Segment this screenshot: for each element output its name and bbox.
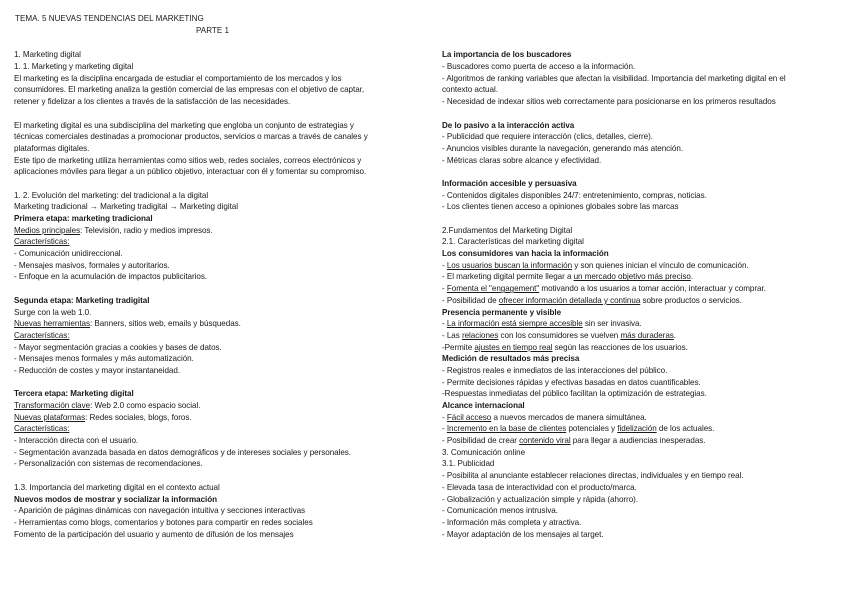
text-line [442,447,838,459]
text-line [442,505,838,517]
text-line [442,271,838,283]
text-run: 1. 2. Evolución del marketing: del tradicional a la digital [14,190,209,200]
bold-text: Presencia permanente y visible [442,307,562,317]
text-line [442,260,838,272]
text-line [442,458,838,470]
text-run: - Herramientas como blogs, comentarios y botones para compartir en redes sociales [14,517,313,527]
text-line [14,482,426,494]
text-line [442,494,838,506]
blank-line [14,283,426,295]
text-run: - El marketing digital permite llegar a [442,272,574,282]
text-run: . [673,330,676,340]
text-run: - Posibilidad de crear [442,436,520,446]
text-run: - Necesidad de indexar sitios web correctamente para posicionarse en los primeros resultados [442,97,776,107]
text-run: - Mensajes masivos, formales y autoritarios. [14,260,170,270]
text-line [14,517,426,529]
text-run: retener y fidelizar a los clientes a través de la satisfacción de las necesidades. [14,97,291,107]
text-run: consumidores. El marketing analiza la gestión comercial de las empresas con el objetivo de captar, [14,85,365,95]
text-run: - [442,284,447,294]
text-line [14,435,426,447]
document-title: TEMA. 5 NUEVAS TENDENCIAS DEL MARKETING [15,14,204,23]
text-line [14,365,426,377]
blank-line [442,108,838,120]
underlined-text: fidelización [617,424,657,434]
text-line [442,517,838,529]
bold-text: Tercera etapa: Marketing digital [14,389,134,399]
text-line [14,96,426,108]
text-run: contexto actual. [442,85,498,95]
underlined-text: Características: [14,330,70,340]
text-line [442,283,838,295]
text-line [442,225,838,237]
underlined-text: La información está siempre accesible [446,319,583,329]
text-run: - Segmentación avanzada basada en datos demográficos y de intereses sociales y personales. [14,447,351,457]
text-run: - Reducción de costes y mayor instantaneidad. [14,365,181,375]
text-line [442,120,838,132]
text-line [442,353,838,365]
text-run: - Interacción directa con el usuario. [14,436,139,446]
text-run: - [442,319,447,329]
text-line [442,49,838,61]
text-run: 2.1. Características del marketing digital [442,237,584,247]
blank-line [14,38,426,50]
underlined-text: Transformación clave [14,401,91,410]
text-line [14,73,426,85]
text-run: - Permite decisiones rápidas y efectivas basadas en datos cuantificables. [442,377,701,387]
right-column [442,26,838,540]
text-run: técnicas comerciales destinadas a promocionar productos, servicios o marcas a través de canales y [14,132,368,142]
text-line [14,155,426,167]
text-run: - Los clientes tienen acceso a opiniones globales sobre las marcas [442,202,679,212]
bold-text: Información accesible y persuasiva [442,178,577,188]
text-line [14,120,426,132]
text-line [14,400,426,412]
text-run: según las reacciones de los usuarios. [552,342,688,352]
bold-text: De lo pasivo a la interacción activa [442,120,575,130]
text-run: - Buscadores como puerta de acceso a la información. [442,62,636,72]
text-line [442,73,838,85]
underlined-text: Incremento en la base de clientes [446,424,567,434]
text-run: 1. Marketing digital [14,50,81,60]
text-line [442,248,838,260]
underlined-text: Medios principales [14,225,81,235]
text-run: Fomento de la participación del usuario y aumento de difusión de los mensajes [14,529,294,539]
text-line [14,505,426,517]
blank-line [14,470,426,482]
text-run: - Información más completa y atractiva. [442,517,582,527]
text-run: - Comunicación menos intrusiva. [442,506,558,516]
text-run: 1.3. Importancia del marketing digital en el contexto actual [14,482,220,492]
text-run: - Publicidad que requiere interacción (clics, detalles, cierre). [442,132,653,142]
text-line [442,400,838,412]
text-run: - Personalización con sistemas de recomendaciones. [14,459,203,469]
bold-text: Alcance internacional [442,401,525,410]
text-run: - Mayor adaptación de los mensajes al target. [442,529,604,539]
text-run: - Aparición de páginas dinámicas con navegación intuitiva y secciones interactivas [14,506,306,516]
bold-text: Los consumidores van hacia la información [442,249,609,259]
text-run: plataformas digitales. [14,143,90,153]
bold-text: Primera etapa: marketing tradicional [14,214,153,223]
text-line [442,470,838,482]
text-line [442,318,838,330]
underlined-text: Nuevas plataformas [14,412,86,422]
text-line [442,190,838,202]
underlined-text: Fomenta el "engagement" [446,284,540,294]
text-run: 3. Comunicación online [442,447,526,457]
text-run: a nuevos mercados de manera simultánea. [491,412,647,422]
text-line [442,295,838,307]
text-run: -Respuestas inmediatas del público facilitan la optimización de estrategias. [442,389,707,399]
text-run: : Web 2.0 como espacio social. [90,401,201,410]
text-run: con los consumidores se vuelven [498,330,621,340]
text-line [442,84,838,96]
text-line [442,143,838,155]
text-line [442,423,838,435]
underlined-text: más duraderas [620,330,674,340]
underlined-text: Fácil acceso [446,412,492,422]
text-line [14,190,426,202]
text-run: de los actuales. [656,424,715,434]
underlined-text: Los usuarios buscan la información [446,260,573,270]
text-run: - Elevada tasa de interactividad con el producto/marca. [442,482,637,492]
text-run: para llegar a audiencias inesperadas. [570,436,706,446]
text-run: - Contenidos digitales disponibles 24/7: entretenimiento, compras, noticias. [442,190,707,200]
text-run: El marketing digital es una subdisciplina del marketing que engloba un conjunto de estrategias y [14,120,354,130]
text-run: - Posibilita al anunciante establecer relaciones directas, individuales y en tiempo real. [442,471,744,481]
text-line [14,260,426,272]
text-line [14,143,426,155]
text-line [442,201,838,213]
blank-line [14,178,426,190]
text-line [14,447,426,459]
text-line [442,435,838,447]
text-run: - Registros reales e inmediatos de las interacciones del público. [442,365,668,375]
text-run: : Redes sociales, blogs, foros. [85,412,192,422]
text-line [14,353,426,365]
text-run: - [442,424,447,434]
text-run: - Enfoque en la acumulación de impactos publicitarios. [14,272,208,282]
bold-text: La importancia de los buscadores [442,50,572,60]
text-run: - Las [442,330,462,340]
blank-line [442,38,838,50]
text-line [14,166,426,178]
text-line [442,307,838,319]
left-column [14,26,426,540]
text-line [442,330,838,342]
underlined-text: ajustes en tiempo real [474,342,553,352]
text-run: El marketing es la disciplina encargada de estudiar el comportamiento de los mercados y los [14,73,342,83]
text-run: : Banners, sitios web, emails y búsquedas. [89,319,241,329]
underlined-text: contenido viral [519,436,571,446]
text-line [14,529,426,541]
bold-text: Segunda etapa: Marketing tradigital [14,295,150,305]
text-run: - Mayor segmentación gracias a cookies y bases de datos. [14,342,222,352]
underlined-text: Características: [14,424,70,434]
blank-line [14,26,426,38]
text-run: -Permite [442,342,475,352]
text-run: Marketing tradicional → Marketing tradigital → Marketing digital [14,202,238,212]
text-line [14,342,426,354]
text-line [442,377,838,389]
text-line [14,494,426,506]
text-line [14,330,426,342]
text-run: - Globalización y actualización simple y rápida (ahorro). [442,494,638,504]
text-run: motivando a los usuarios a tomar acción, interactuar y comprar. [539,284,766,294]
text-run: 3.1. Publicidad [442,459,495,469]
underlined-text: ofrecer información detallada y continua [498,295,641,305]
text-run: Este tipo de marketing utiliza herramientas como sitios web, redes sociales, correos electrónicos y [14,155,362,165]
text-run: - Algoritmos de ranking variables que afectan la visibilidad. Importancia del marketing digital en el [442,73,786,83]
text-run: sobre productos o servicios. [640,295,742,305]
text-run: - Posibilidad de [442,295,499,305]
blank-line [442,166,838,178]
text-line [442,61,838,73]
text-run: - Métricas claras sobre alcance y efectividad. [442,155,602,165]
underlined-text: Nuevas herramientas [14,319,90,329]
part-label: PARTE 1 [196,26,229,35]
underlined-text: relaciones [461,330,499,340]
text-line [14,236,426,248]
text-line [442,342,838,354]
text-line [14,248,426,260]
text-line [14,412,426,424]
text-run: aplicaciones móviles para llegar a un público objetivo, interactuar con él y fomentar su compromiso. [14,167,367,177]
text-run: - [442,260,447,270]
underlined-text: Características: [14,237,70,247]
text-line [442,365,838,377]
text-run: - [442,412,447,422]
bold-text: Medición de resultados más precisa [442,354,580,364]
text-line [14,49,426,61]
text-run: - Mensajes menos formales y más automatización. [14,354,194,364]
blank-line [442,26,838,38]
text-run: y son quienes inician el vínculo de comunicación. [572,260,749,270]
underlined-text: un mercado objetivo más preciso [573,272,691,282]
text-line [442,155,838,167]
text-run: - Comunicación unidireccional. [14,249,123,259]
text-line [14,423,426,435]
text-line [14,318,426,330]
text-run: 1. 1. Marketing y marketing digital [14,62,134,72]
text-line [14,84,426,96]
text-line [14,131,426,143]
text-line [442,482,838,494]
text-line [442,529,838,541]
text-line [442,412,838,424]
text-line [442,131,838,143]
text-run: sin ser invasiva. [582,319,642,329]
blank-line [14,377,426,389]
text-run: : Televisión, radio y medios impresos. [80,225,213,235]
text-line [14,307,426,319]
text-run: 2.Fundamentos del Marketing Digital [442,225,573,235]
text-line [442,178,838,190]
text-run: potenciales y [566,424,618,434]
text-line [14,271,426,283]
text-line [442,236,838,248]
blank-line [14,108,426,120]
text-line [14,213,426,225]
text-line [14,61,426,73]
text-run: . [690,272,694,282]
text-line [14,225,426,237]
text-line [14,458,426,470]
text-run: Surge con la web 1.0. [14,307,92,317]
text-line [442,388,838,400]
text-line [14,388,426,400]
text-line [442,96,838,108]
text-line [14,201,426,213]
text-line [14,295,426,307]
text-run: - Anuncios visibles durante la navegación, generando más atención. [442,143,684,153]
blank-line [442,213,838,225]
bold-text: Nuevos modos de mostrar y socializar la información [14,494,218,504]
